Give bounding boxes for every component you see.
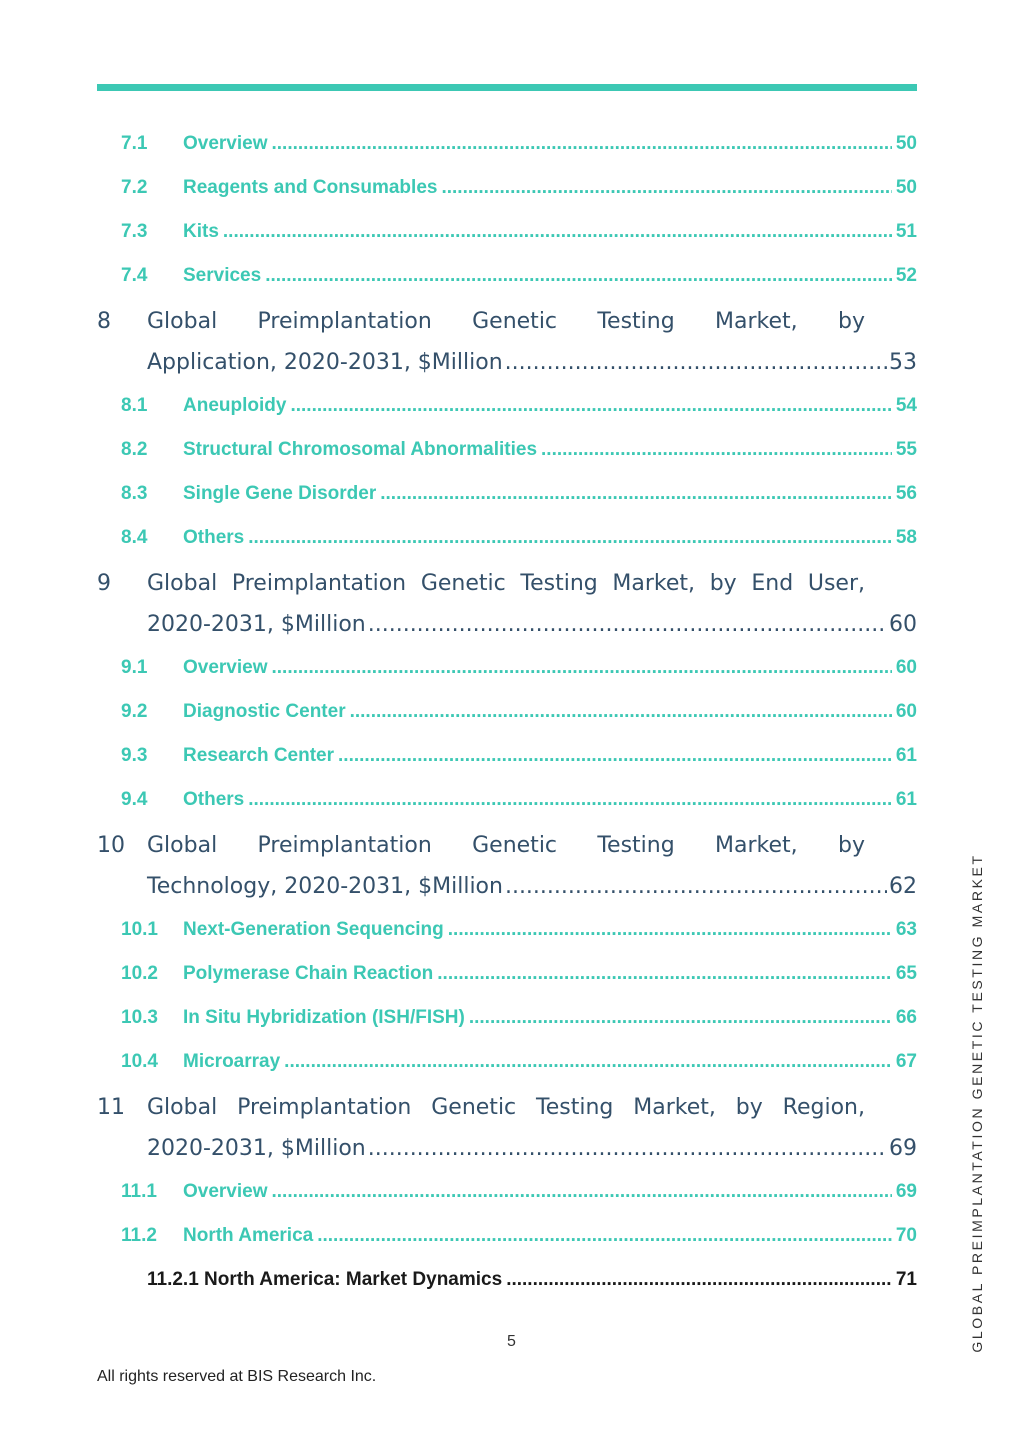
toc-page: 58 [895, 527, 917, 548]
toc-title: Kits [183, 221, 219, 242]
toc-title: Diagnostic Center [183, 701, 346, 722]
section-word: Global [147, 1095, 218, 1120]
dot-leader [248, 516, 892, 560]
section-word: Genetic [472, 833, 558, 858]
section-word: Preimplantation [237, 1095, 412, 1120]
section-word: Preimplantation [231, 571, 407, 596]
toc-page: 53 [889, 350, 917, 375]
toc-title: Overview [183, 1181, 268, 1202]
toc-entry-7-1[interactable] [97, 122, 917, 166]
section-word: Region, [782, 1095, 865, 1120]
section-word: Global [147, 309, 218, 334]
page-number: 5 [507, 1333, 516, 1350]
toc-title: Reagents and Consumables [183, 177, 438, 198]
toc-entry-7-2[interactable] [97, 166, 917, 210]
toc-title: Single Gene Disorder [183, 483, 377, 504]
toc-page: 60 [889, 612, 917, 637]
toc-number: 11.1 [121, 1181, 157, 1202]
section-title-line2: Technology, 2020-2031, $Million [147, 874, 503, 899]
dot-leader [368, 1128, 887, 1170]
toc-page: 71 [895, 1269, 917, 1290]
toc-title: Aneuploidy [183, 395, 287, 416]
toc-page: 62 [889, 874, 917, 899]
toc-title: Microarray [183, 1051, 281, 1072]
toc-entry-10-1[interactable] [97, 908, 917, 952]
toc-number: 7.2 [121, 177, 148, 198]
toc-entry-8-2[interactable] [97, 428, 917, 472]
toc-entry-9-4[interactable] [97, 778, 917, 822]
section-title-line2: 2020-2031, $Million [147, 612, 366, 637]
toc-entry-10-3[interactable] [97, 996, 917, 1040]
toc-title: Services [183, 265, 262, 286]
section-title-line2: Application, 2020-2031, $Million [147, 350, 503, 375]
toc-number: 10.2 [121, 963, 158, 984]
dot-leader [506, 1258, 892, 1302]
section-word: Testing [597, 833, 675, 858]
toc-page: 61 [895, 789, 917, 810]
dot-leader [248, 778, 892, 822]
section-word: Market, [612, 571, 696, 596]
toc-number: 10.4 [121, 1051, 158, 1072]
toc-title: Others [183, 789, 245, 810]
table-of-contents [97, 122, 917, 1302]
toc-number: 9.2 [121, 701, 148, 722]
toc-number: 9.3 [121, 745, 148, 766]
section-word: Preimplantation [257, 833, 432, 858]
section-word: Testing [520, 571, 598, 596]
dot-leader [541, 428, 892, 472]
section-word: User, [807, 571, 865, 596]
toc-page: 51 [895, 221, 917, 242]
toc-entry-9-2[interactable] [97, 690, 917, 734]
toc-number: 11.2 [121, 1225, 157, 1246]
dot-leader [350, 690, 892, 734]
toc-page: 69 [889, 1136, 917, 1161]
toc-page: 61 [895, 745, 917, 766]
toc-entry-9-3[interactable] [97, 734, 917, 778]
dot-leader [505, 866, 887, 908]
dot-leader [437, 952, 892, 996]
dot-leader [317, 1214, 892, 1258]
toc-number: 9.1 [121, 657, 148, 678]
section-word: by [837, 833, 865, 858]
section-word: by [735, 1095, 763, 1120]
dot-leader [272, 1170, 892, 1214]
toc-entry-8-4[interactable] [97, 516, 917, 560]
toc-number: 8.4 [121, 527, 148, 548]
toc-entry-11-1[interactable] [97, 1170, 917, 1214]
section-number: 10 [97, 833, 125, 858]
toc-entry-7-4[interactable] [97, 254, 917, 298]
toc-entry-10-2[interactable] [97, 952, 917, 996]
toc-title: North America [183, 1225, 314, 1246]
toc-number: 10.1 [121, 919, 158, 940]
section-title-line2: 2020-2031, $Million [147, 1136, 366, 1161]
toc-section-9[interactable] [97, 563, 917, 646]
toc-number: 8.1 [121, 395, 148, 416]
toc-number: 10.3 [121, 1007, 158, 1028]
toc-entry-11-2-1[interactable] [97, 1258, 917, 1302]
section-word: Market, [633, 1095, 716, 1120]
dot-leader [448, 908, 892, 952]
dot-leader [338, 734, 892, 778]
toc-page: 69 [895, 1181, 917, 1202]
toc-entry-10-4[interactable] [97, 1040, 917, 1084]
toc-section-10[interactable] [97, 825, 917, 908]
toc-title: Polymerase Chain Reaction [183, 963, 434, 984]
toc-page: 50 [895, 177, 917, 198]
toc-title: Research Center [183, 745, 335, 766]
toc-page: 63 [895, 919, 917, 940]
toc-title: Others [183, 527, 245, 548]
section-word: Testing [536, 1095, 614, 1120]
toc-page: 56 [895, 483, 917, 504]
dot-leader [272, 122, 892, 166]
toc-title: Overview [183, 657, 268, 678]
toc-number: 8.2 [121, 439, 148, 460]
toc-title: Overview [183, 133, 268, 154]
section-word: Global [147, 833, 218, 858]
toc-page: 50 [895, 133, 917, 154]
toc-page: 60 [895, 657, 917, 678]
toc-page: 54 [895, 395, 917, 416]
toc-number: 7.4 [121, 265, 148, 286]
toc-page: 55 [895, 439, 917, 460]
toc-title: In Situ Hybridization (ISH/FISH) [183, 1007, 465, 1028]
toc-entry-9-1[interactable] [97, 646, 917, 690]
toc-entry-8-1[interactable] [97, 384, 917, 428]
side-running-title: GLOBAL PREIMPLANTATION GENETIC TESTING MARKET [969, 853, 985, 1353]
section-word: Market, [715, 833, 798, 858]
footer-copyright: All rights reserved at BIS Research Inc. [97, 1368, 377, 1385]
toc-page: 70 [895, 1225, 917, 1246]
section-word: Market, [715, 309, 798, 334]
toc-page: 67 [895, 1051, 917, 1072]
toc-entry-8-3[interactable] [97, 472, 917, 516]
toc-section-11[interactable] [97, 1087, 917, 1170]
section-word: Genetic [420, 571, 506, 596]
section-number: 9 [97, 571, 111, 596]
toc-number: 8.3 [121, 483, 148, 504]
dot-leader [441, 166, 891, 210]
section-word: by [837, 309, 865, 334]
toc-title: Next-Generation Sequencing [183, 919, 444, 940]
section-word: Testing [597, 309, 675, 334]
dot-leader [380, 472, 892, 516]
dot-leader [469, 996, 892, 1040]
toc-number: 7.3 [121, 221, 148, 242]
section-word: Global [147, 571, 218, 596]
section-word: by [709, 571, 737, 596]
toc-number: 9.4 [121, 789, 148, 810]
section-number: 8 [97, 309, 111, 334]
section-number: 11 [97, 1095, 125, 1120]
dot-leader [290, 384, 891, 428]
toc-page: 66 [895, 1007, 917, 1028]
toc-title: Structural Chromosomal Abnormalities [183, 439, 538, 460]
toc-page: 52 [895, 265, 917, 286]
toc-entry-7-3[interactable] [97, 210, 917, 254]
toc-number: 7.1 [121, 133, 148, 154]
toc-entry-11-2[interactable] [97, 1214, 917, 1258]
section-word: Preimplantation [257, 309, 432, 334]
section-word: Genetic [431, 1095, 517, 1120]
toc-page: 60 [895, 701, 917, 722]
section-word: Genetic [472, 309, 558, 334]
toc-title: 11.2.1 North America: Market Dynamics [147, 1269, 503, 1290]
dot-leader [272, 646, 892, 690]
dot-leader [223, 210, 892, 254]
toc-section-8[interactable] [97, 301, 917, 384]
dot-leader [284, 1040, 892, 1084]
section-word: End [751, 571, 794, 596]
header-rule [97, 84, 917, 91]
dot-leader [368, 604, 887, 646]
toc-page: 65 [895, 963, 917, 984]
dot-leader [505, 342, 887, 384]
dot-leader [265, 254, 892, 298]
